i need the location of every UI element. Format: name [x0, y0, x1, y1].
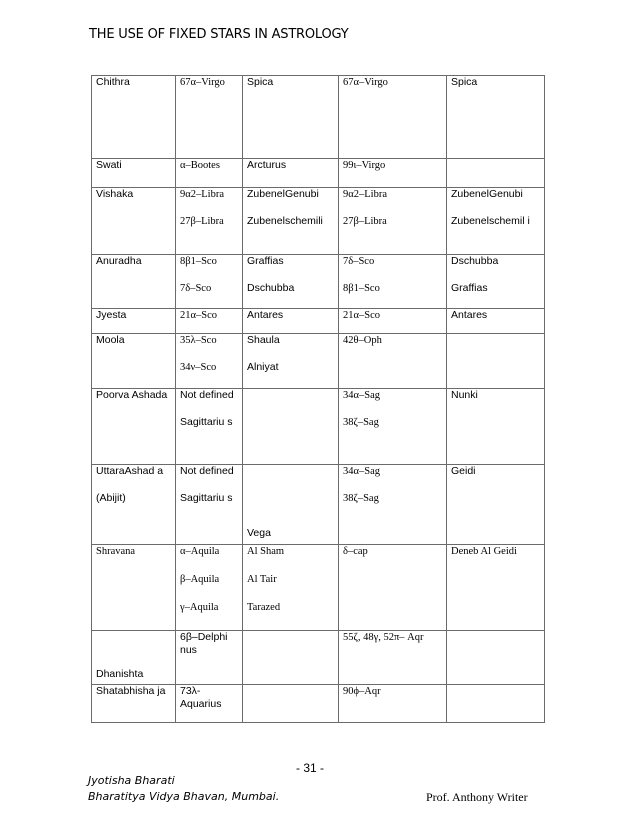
- nakshatra-cell: Jyesta: [92, 309, 176, 334]
- fixed-stars-table: [91, 75, 545, 723]
- table-row: [92, 389, 545, 465]
- nakshatra-cell: Swati: [92, 159, 176, 188]
- star-code-cell: 7δ–Sco 8β1–Sco: [339, 255, 447, 309]
- star-name-cell: ZubenelGenubi Zubenelschemili: [243, 188, 339, 255]
- footer-publication: Jyotisha Bharati: [88, 774, 175, 787]
- nakshatra-cell: Shatabhisha ja: [92, 685, 176, 723]
- star-code-cell: 99ι–Virgo: [339, 159, 447, 188]
- star-code-cell: 9α2–Libra 27β–Libra: [339, 188, 447, 255]
- star-name-cell: Vega: [243, 465, 339, 545]
- star-code-cell: 73λ- Aquarius: [176, 685, 243, 723]
- table-row: [92, 188, 545, 255]
- star-name-cell: [243, 631, 339, 685]
- star-name-cell: Spica: [243, 76, 339, 159]
- star-name-cell: Shaula Alniyat: [243, 334, 339, 389]
- table-row: [92, 465, 545, 545]
- star-name-cell: [447, 159, 545, 188]
- star-code-cell: 90ϕ–Aqr: [339, 685, 447, 723]
- nakshatra-cell: Poorva Ashada: [92, 389, 176, 465]
- star-code-cell: 9α2–Libra 27β–Libra: [176, 188, 243, 255]
- star-name-cell: ZubenelGenubi Zubenelschemil i: [447, 188, 545, 255]
- star-name-cell: Spica: [447, 76, 545, 159]
- table-row: [92, 309, 545, 334]
- nakshatra-cell: Dhanishta: [92, 631, 176, 685]
- star-code-cell: 34α–Sag 38ζ–Sag: [339, 465, 447, 545]
- star-code-cell: 35λ–Sco 34ν–Sco: [176, 334, 243, 389]
- star-code-cell: 34α–Sag 38ζ–Sag: [339, 389, 447, 465]
- star-code-cell: 67α–Virgo: [339, 76, 447, 159]
- star-name-cell: Graffias Dschubba: [243, 255, 339, 309]
- star-code-cell: 6β–Delphi nus: [176, 631, 243, 685]
- star-code-cell: 67α–Virgo: [176, 76, 243, 159]
- star-code-cell: 42θ–Oph: [339, 334, 447, 389]
- star-name-cell: [447, 685, 545, 723]
- table-row: [92, 685, 545, 723]
- star-name-cell: Dschubba Graffias: [447, 255, 545, 309]
- star-name-cell: Al Sham Al Tair Tarazed: [243, 545, 339, 631]
- star-code-cell: 8β1–Sco 7δ–Sco: [176, 255, 243, 309]
- star-name-cell: Antares: [243, 309, 339, 334]
- star-name-cell: [447, 631, 545, 685]
- table-row: [92, 159, 545, 188]
- star-name-cell: Nunki: [447, 389, 545, 465]
- star-name-cell: Deneb Al Geidi: [447, 545, 545, 631]
- star-code-cell: 21α–Sco: [339, 309, 447, 334]
- star-name-cell: Arcturus: [243, 159, 339, 188]
- footer-publisher: Bharatitya Vidya Bhavan, Mumbai.: [88, 790, 280, 803]
- page-title: THE USE OF FIXED STARS IN ASTROLOGY: [89, 27, 349, 42]
- star-name-cell: [447, 334, 545, 389]
- nakshatra-cell: UttaraAshad a (Abijit): [92, 465, 176, 545]
- star-code-cell: α–Aquila β–Aquila γ–Aquila: [176, 545, 243, 631]
- page-number: - 31 -: [296, 761, 325, 775]
- nakshatra-cell: Shravana: [92, 545, 176, 631]
- star-code-cell: α–Bootes: [176, 159, 243, 188]
- star-name-cell: [243, 389, 339, 465]
- star-code-cell: Not defined Sagittariu s: [176, 389, 243, 465]
- star-code-cell: 21α–Sco: [176, 309, 243, 334]
- table-row: [92, 255, 545, 309]
- star-name-cell: Geidi: [447, 465, 545, 545]
- nakshatra-cell: Moola: [92, 334, 176, 389]
- star-code-cell: δ–cap: [339, 545, 447, 631]
- star-code-cell: 55ζ, 48γ, 52π– Aqr: [339, 631, 447, 685]
- nakshatra-cell: Chithra: [92, 76, 176, 159]
- star-name-cell: Antares: [447, 309, 545, 334]
- table-row: [92, 545, 545, 631]
- star-code-cell: Not defined Sagittariu s: [176, 465, 243, 545]
- nakshatra-cell: Vishaka: [92, 188, 176, 255]
- footer-author: Prof. Anthony Writer: [426, 790, 528, 804]
- table-row: [92, 334, 545, 389]
- table-row: [92, 76, 545, 159]
- table-row: [92, 631, 545, 685]
- star-name-cell: [243, 685, 339, 723]
- nakshatra-cell: Anuradha: [92, 255, 176, 309]
